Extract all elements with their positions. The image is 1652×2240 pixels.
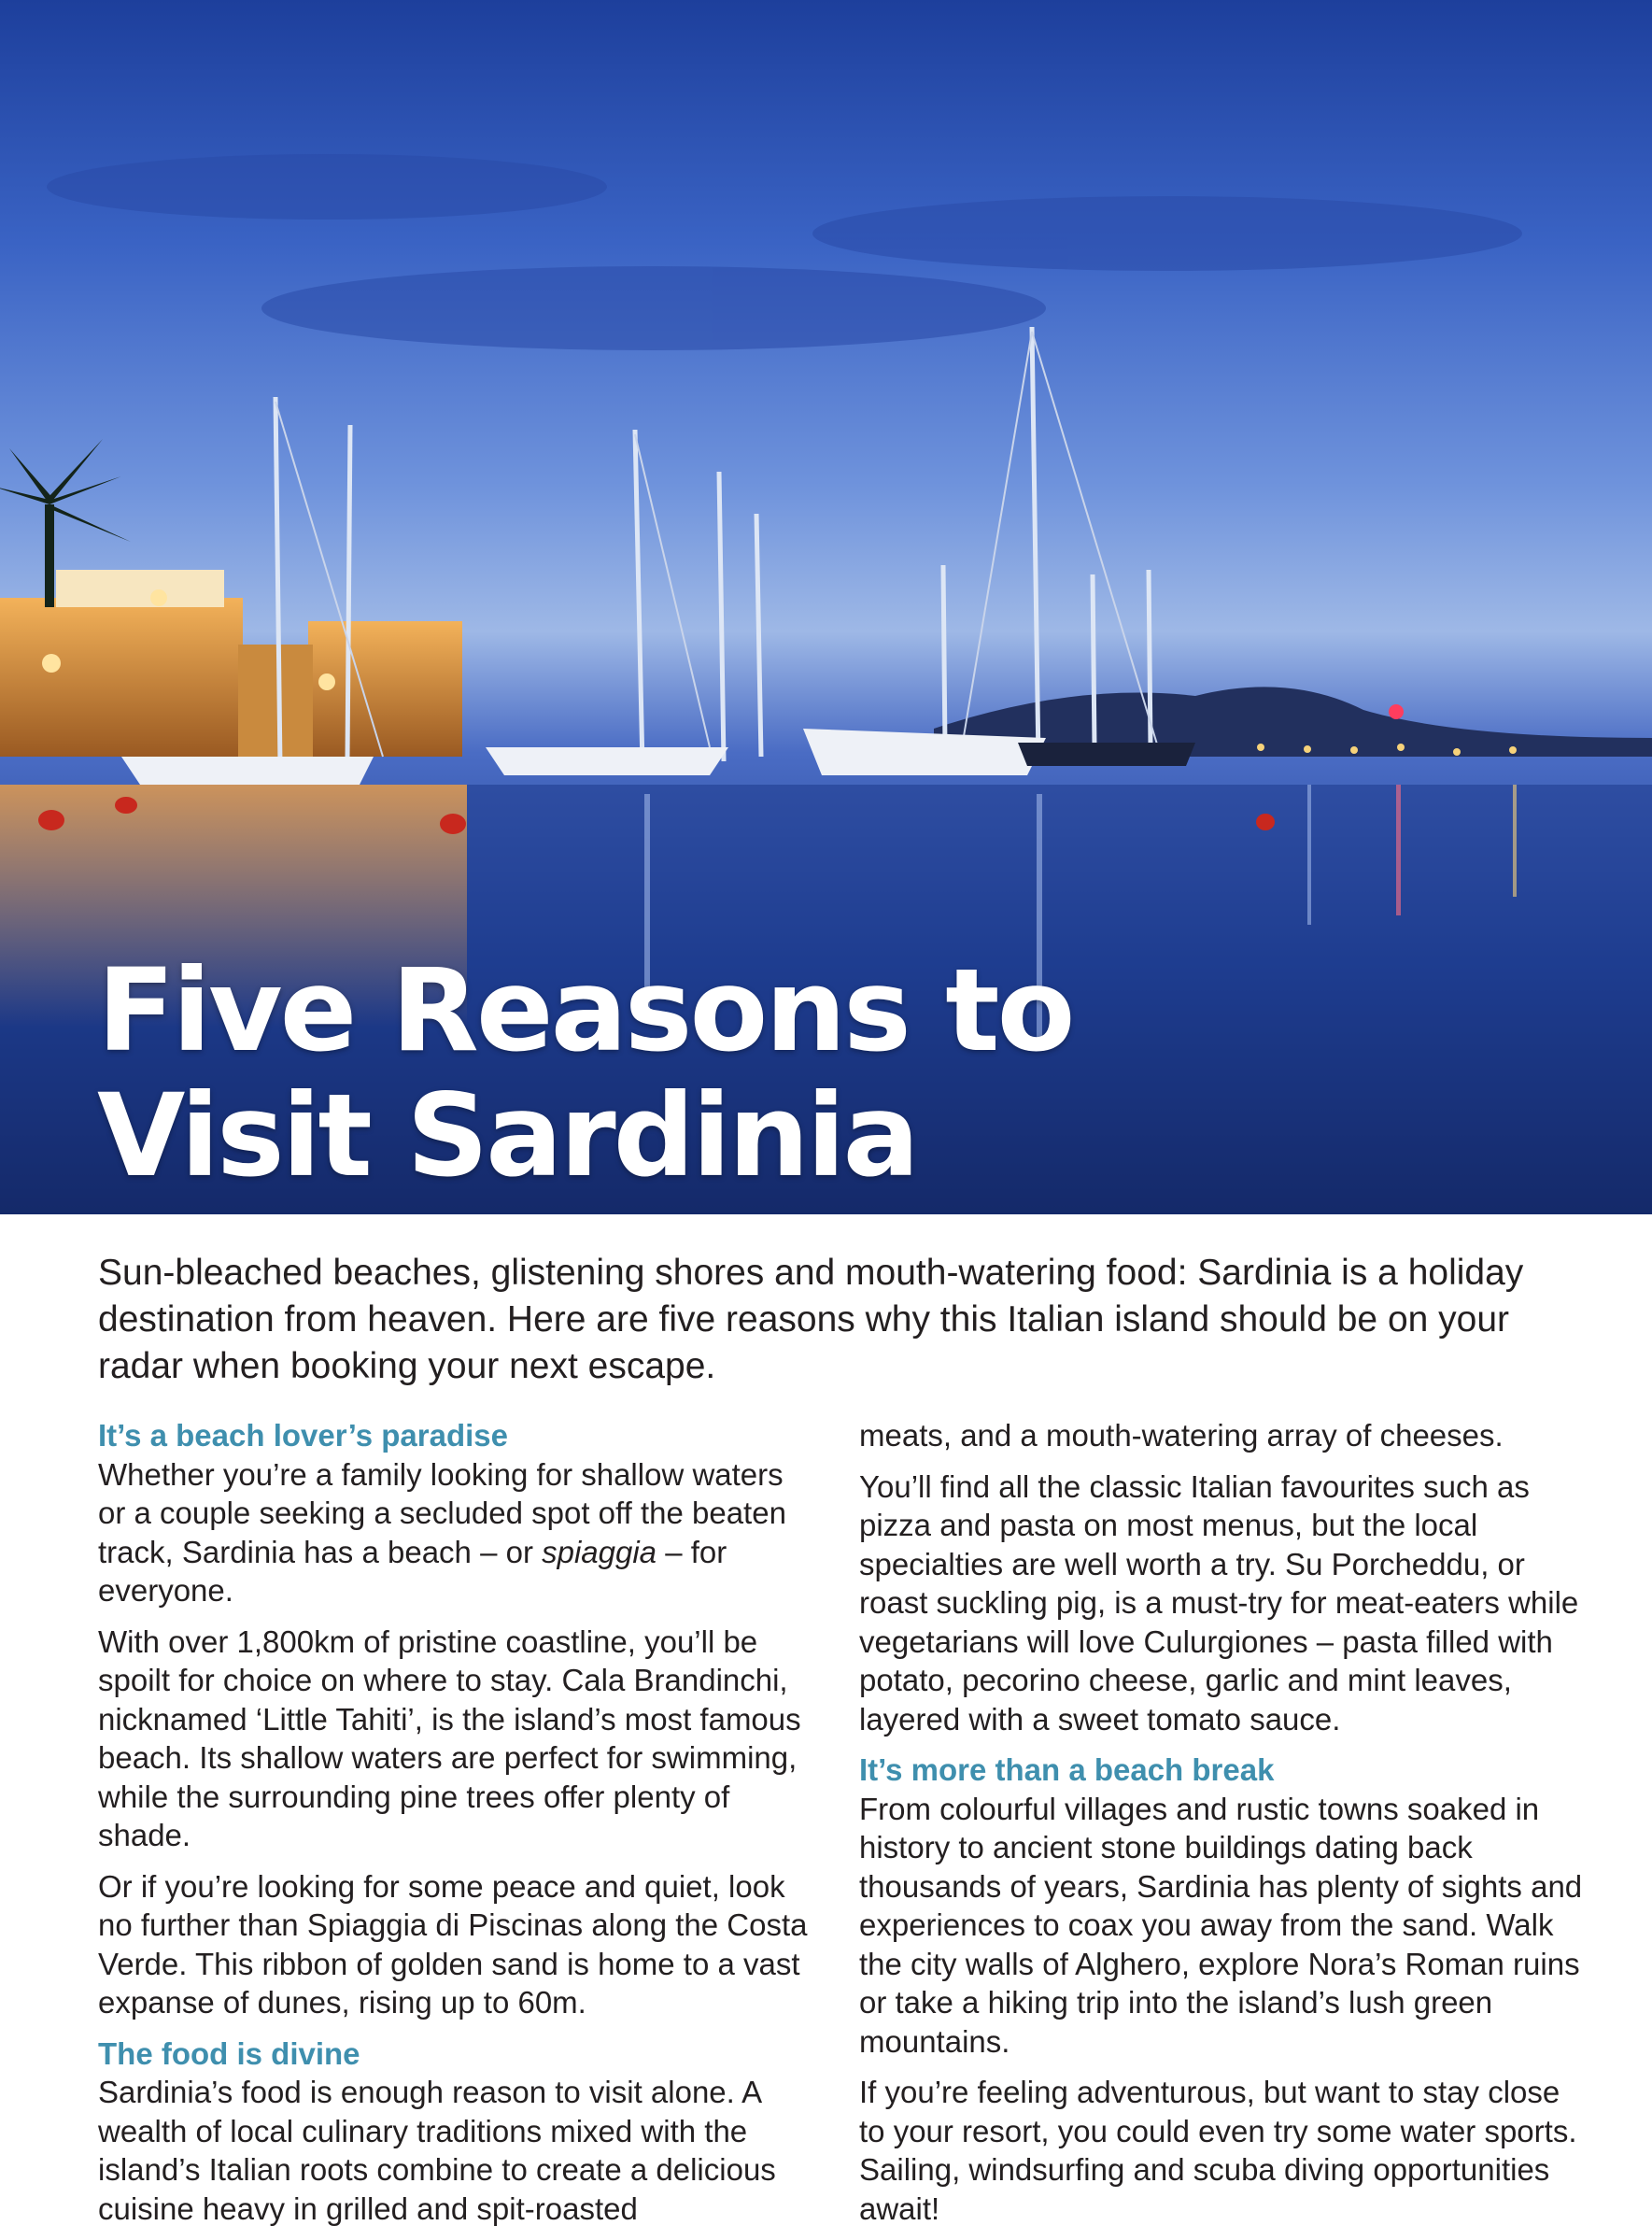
beach-paragraph-3: Or if you’re looking for some peace and quiet, look no further than Spiaggia di Piscinas along the Costa Verde. This ribbon of golden sand is home to a vast expanse of dunes, rising up to 60m. (98, 1868, 808, 2020)
food-paragraph-2: You’ll find all the classic Italian favourites such as pizza and pasta on most menus, but the local specialties are well worth a try. Su Porcheddu, or roast suckling pig, is a must-try for meat-eaters while vegetarians will love Culurgiones – pasta filled with potato, pecorino cheese, garlic and mint leaves, layered with a sweet tomato sauce. (859, 1468, 1579, 1737)
more-paragraph-1: From colourful villages and rustic towns soaked in history to ancient stone buildings dating back thousands of years, Sardinia has plenty of sights and experiences to coax you away from the sand. Walk the city walls of Alghero, explore Nora’s Roman ruins or take a hiking trip into the island’s lush green mountains. (859, 1791, 1583, 2059)
more-paragraph-2: If you’re feeling adventurous, but want to stay close to your resort, you could even try some water sports. Sailing, windsurfing and scuba diving opportunities await! (859, 2075, 1577, 2226)
beach-p1-italic: spiaggia (542, 1534, 657, 1569)
intro-paragraph: Sun-bleached beaches, glistening shores and mouth-watering food: Sardinia is a holiday destination from heaven. Here are five reasons why this Italian island should be on your radar when booking your next escape. (98, 1253, 1524, 1386)
title-line-2: Visit Sardinia (97, 1070, 917, 1202)
food-paragraph-1-continued: meats, and a mouth-watering array of cheeses. (859, 1418, 1504, 1453)
more-heading: It’s more than a beach break (859, 1752, 1275, 1787)
beach-paragraph-1 (98, 1455, 817, 1610)
beach-p1-main: Whether you’re a family looking for shallow waters or a couple seeking a secluded spot off the beaten track, Sardinia has a beach – or (98, 1456, 786, 1569)
beach-paragraph-2: With over 1,800km of pristine coastline, you’ll be spoilt for choice on where to stay. Cala Brandinchi, nicknamed ‘Little Tahiti’, is the island’s most famous beach. Its shallow waters are perfect for swimming, while the surrounding pine trees offer plenty of shade. (98, 1623, 801, 1852)
left-column (98, 1416, 817, 2240)
right-column (859, 1416, 1588, 2240)
food-paragraph-1: Sardinia’s food is enough reason to visit alone. A wealth of local culinary traditions mixed with the island’s Italian roots combine to create a delicious cuisine heavy in grilled and spit-roasted (98, 2075, 776, 2226)
food-heading: The food is divine (98, 2035, 360, 2071)
page-title (97, 944, 1073, 1202)
clouds (47, 154, 1522, 350)
beach-p1-end: – for everyone. (98, 1534, 727, 1608)
fortress-wall (0, 570, 462, 757)
title-line-1: Five Reasons to (97, 944, 1073, 1077)
beach-heading: It’s a beach lover’s paradise (98, 1418, 508, 1453)
